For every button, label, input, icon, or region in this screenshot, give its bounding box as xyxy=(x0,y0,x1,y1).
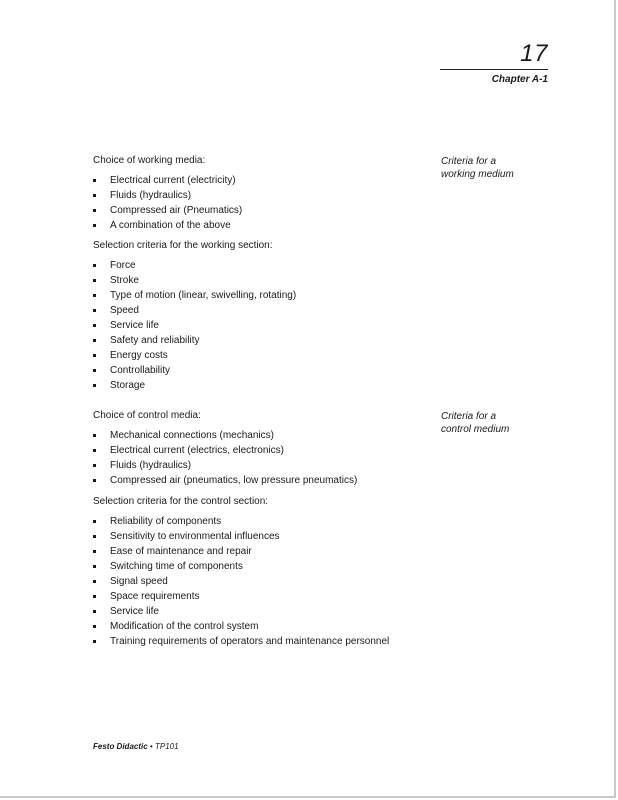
margin-note-line: Criteria for a xyxy=(441,156,497,167)
section-heading: Choice of control media: xyxy=(93,410,201,421)
list-item: Compressed air (pneumatics, low pressure pneumatics) xyxy=(93,473,423,488)
footer-code: TP101 xyxy=(154,742,179,751)
margin-note-line: working medium xyxy=(441,169,514,180)
list-item: Mechanical connections (mechanics) xyxy=(93,428,423,443)
bullet-list xyxy=(93,514,423,649)
list-item: Safety and reliability xyxy=(93,333,423,348)
list-item: Stroke xyxy=(93,273,423,288)
list-item: Electrical current (electricity) xyxy=(93,173,423,188)
list-item: Speed xyxy=(93,303,423,318)
section-working-criteria xyxy=(93,238,423,393)
list-item: Fluids (hydraulics) xyxy=(93,188,423,203)
page-number: 17 xyxy=(520,40,548,67)
header-divider xyxy=(440,69,548,70)
list-item: Training requirements of operators and maintenance personnel xyxy=(93,634,423,649)
chapter-label: Chapter A-1 xyxy=(491,74,548,85)
list-item: Energy costs xyxy=(93,348,423,363)
section-heading: Choice of working media: xyxy=(93,155,206,166)
section-heading: Selection criteria for the working section: xyxy=(93,240,273,251)
footer-brand: Festo Didactic xyxy=(93,742,148,751)
list-item: Type of motion (linear, swivelling, rotating) xyxy=(93,288,423,303)
page-footer xyxy=(93,742,179,751)
list-item: Reliability of components xyxy=(93,514,423,529)
margin-note-control-medium xyxy=(441,410,561,436)
margin-note-working-medium xyxy=(441,155,561,181)
list-item: Switching time of components xyxy=(93,559,423,574)
margin-note-line: Criteria for a xyxy=(441,411,497,422)
list-item: Controllability xyxy=(93,363,423,378)
section-control-criteria xyxy=(93,494,423,649)
list-item: Signal speed xyxy=(93,574,423,589)
list-item: Ease of maintenance and repair xyxy=(93,544,423,559)
list-item: Storage xyxy=(93,378,423,393)
list-item: Compressed air (Pneumatics) xyxy=(93,203,423,218)
list-item: Fluids (hydraulics) xyxy=(93,458,423,473)
list-item: Sensitivity to environmental influences xyxy=(93,529,423,544)
margin-note-line: control medium xyxy=(441,424,510,435)
footer-separator: • xyxy=(149,742,153,751)
list-item: Modification of the control system xyxy=(93,619,423,634)
list-item: Electrical current (electrics, electronics) xyxy=(93,443,423,458)
bullet-list xyxy=(93,173,423,233)
list-item: Force xyxy=(93,258,423,273)
section-control-media xyxy=(93,408,423,488)
list-item: Service life xyxy=(93,318,423,333)
list-item: Space requirements xyxy=(93,589,423,604)
list-item: A combination of the above xyxy=(93,218,423,233)
section-heading: Selection criteria for the control section: xyxy=(93,496,269,507)
bullet-list xyxy=(93,258,423,393)
section-working-media xyxy=(93,153,423,233)
bullet-list xyxy=(93,428,423,488)
list-item: Service life xyxy=(93,604,423,619)
